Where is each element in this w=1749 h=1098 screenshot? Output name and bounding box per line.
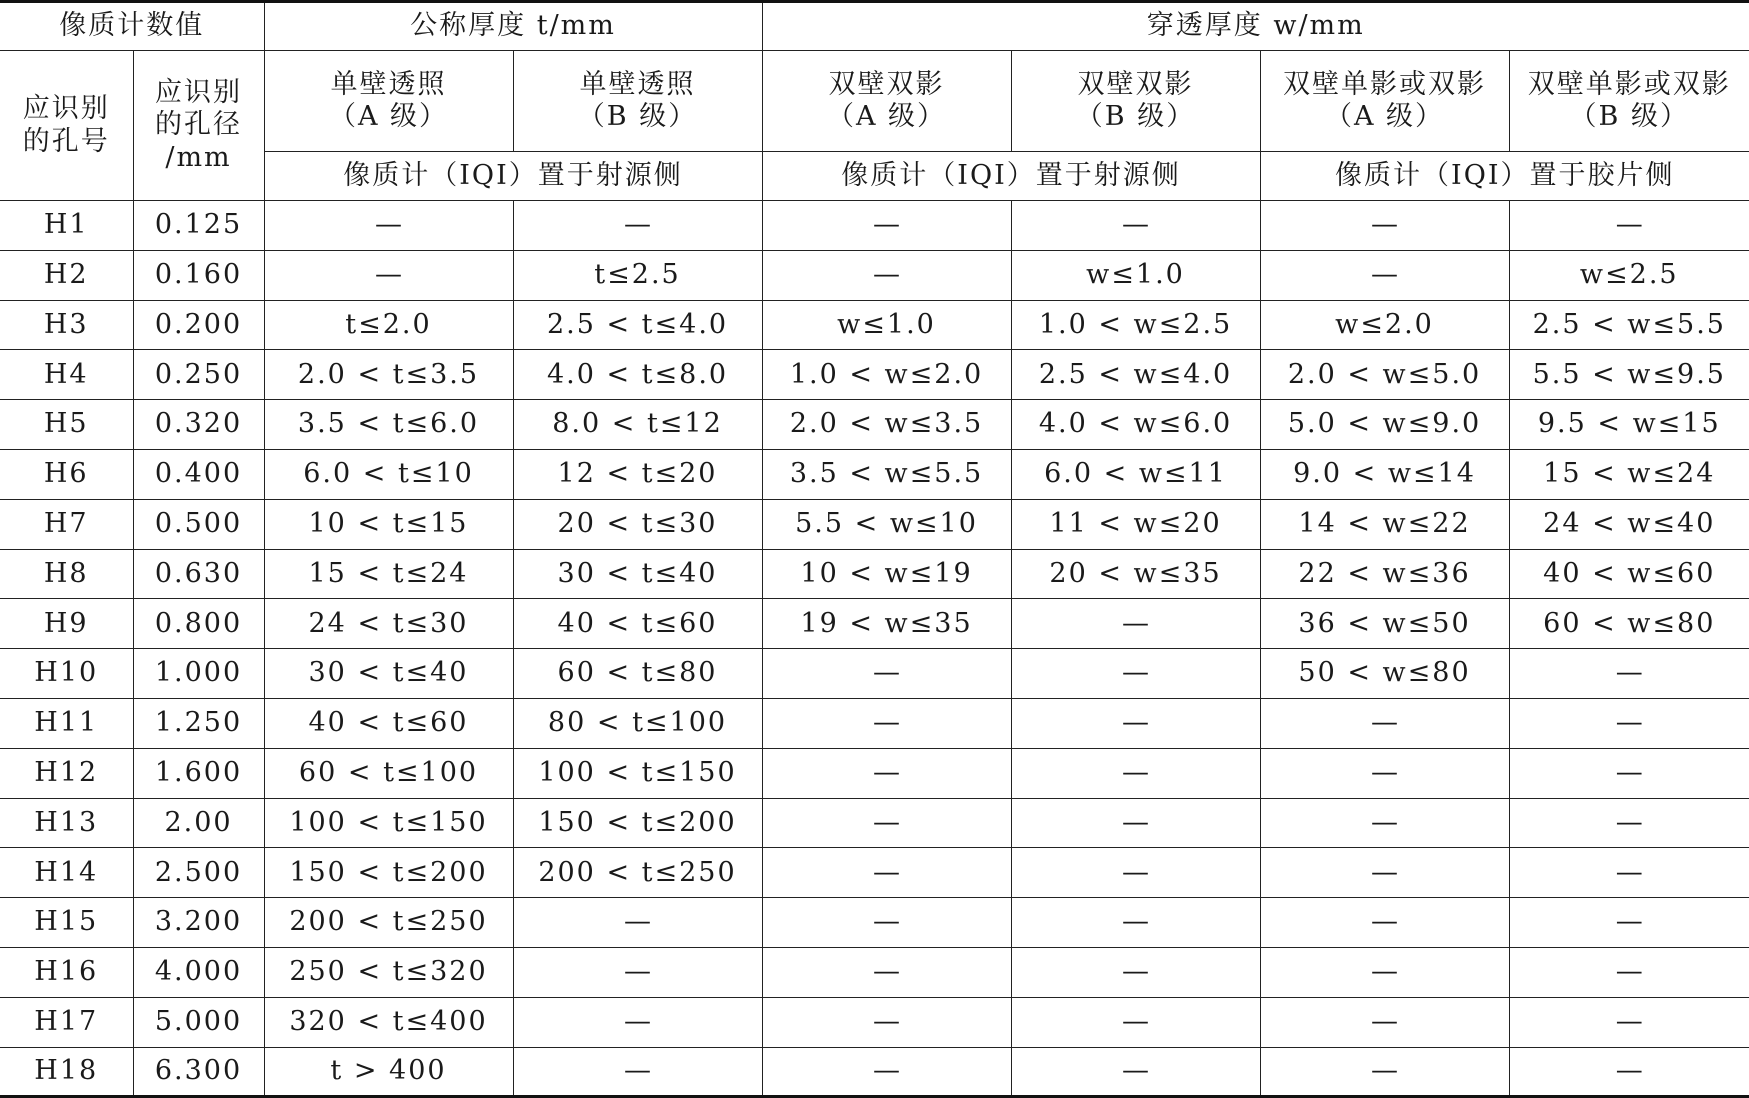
table-row [0,201,1749,251]
double-wall-single-or-double-image-b-cell: — [1509,947,1749,997]
double-wall-double-image-a-cell: 3.5 < w≤5.5 [762,449,1011,499]
double-wall-double-image-b-cell: — [1011,599,1260,649]
double-wall-single-or-double-image-b-cell: 40 < w≤60 [1509,549,1749,599]
single-wall-b-cell: 40 < t≤60 [513,599,762,649]
hole-diameter-header-line: 应识别 [155,76,242,108]
double-wall-single-or-double-image-a-cell: — [1260,947,1509,997]
double-wall-single-or-double-image-a-cell: — [1260,698,1509,748]
double-wall-double-image-b-cell: 6.0 < w≤11 [1011,449,1260,499]
double-wall-double-image-a-cell: — [762,1047,1011,1097]
double-wall-double-image-b-cell: — [1011,698,1260,748]
technique-header [264,51,513,152]
double-wall-single-or-double-image-b-cell: 60 < w≤80 [1509,599,1749,649]
double-wall-double-image-a-cell: 19 < w≤35 [762,599,1011,649]
hole-number-cell: H1 [0,201,133,251]
hole-diameter-cell: 0.250 [133,350,264,400]
double-wall-single-or-double-image-b-cell: 2.5 < w≤5.5 [1509,300,1749,350]
double-wall-double-image-a-cell: w≤1.0 [762,300,1011,350]
double-wall-double-image-a-cell: — [762,997,1011,1047]
hole-number-cell: H13 [0,798,133,848]
hole-diameter-cell: 0.800 [133,599,264,649]
table-row [0,947,1749,997]
hole-number-cell: H17 [0,997,133,1047]
technique-name: 双壁双影 [828,68,945,100]
double-wall-double-image-a-cell: — [762,898,1011,948]
single-wall-b-cell: — [513,201,762,251]
technique-header [1011,51,1260,152]
double-wall-single-or-double-image-a-cell: — [1260,898,1509,948]
hole-diameter-cell: 6.300 [133,1047,264,1097]
single-wall-a-cell: 30 < t≤40 [264,649,513,699]
double-wall-double-image-b-cell: — [1011,997,1260,1047]
single-wall-b-cell: 12 < t≤20 [513,449,762,499]
single-wall-b-cell: 80 < t≤100 [513,698,762,748]
hole-diameter-cell: 0.125 [133,201,264,251]
single-wall-b-cell: 20 < t≤30 [513,499,762,549]
double-wall-single-or-double-image-b-cell: — [1509,848,1749,898]
double-wall-double-image-a-cell: — [762,201,1011,251]
double-wall-double-image-b-cell: 2.5 < w≤4.0 [1011,350,1260,400]
hole-number-cell: H2 [0,250,133,300]
hole-diameter-cell: 0.500 [133,499,264,549]
double-wall-double-image-a-cell: 10 < w≤19 [762,549,1011,599]
table-row [0,599,1749,649]
table-row [0,499,1749,549]
technique-name: 双壁单影或双影 [1283,68,1487,100]
double-wall-single-or-double-image-b-cell: — [1509,748,1749,798]
single-wall-a-cell: 10 < t≤15 [264,499,513,549]
hole-number-cell: H12 [0,748,133,798]
double-wall-single-or-double-image-b-cell: — [1509,1047,1749,1097]
double-wall-double-image-b-cell: — [1011,898,1260,948]
double-wall-double-image-b-cell: — [1011,848,1260,898]
double-wall-single-or-double-image-a-cell: 14 < w≤22 [1260,499,1509,549]
single-wall-a-cell: 250 < t≤320 [264,947,513,997]
double-wall-single-or-double-image-b-cell: — [1509,798,1749,848]
single-wall-a-cell: 3.5 < t≤6.0 [264,400,513,450]
technique-grade: （B 级） [1075,101,1196,132]
technique-header [1260,51,1509,152]
hole-diameter-cell: 0.160 [133,250,264,300]
hole-number-cell: H16 [0,947,133,997]
single-wall-a-cell: t > 400 [264,1047,513,1097]
hole-diameter-cell: 0.200 [133,300,264,350]
single-wall-b-cell: t≤2.5 [513,250,762,300]
hole-diameter-cell: 3.200 [133,898,264,948]
table-row [0,649,1749,699]
hole-number-cell: H6 [0,449,133,499]
hole-diameter-header-line: /mm [165,141,232,173]
double-wall-single-or-double-image-a-cell: 5.0 < w≤9.0 [1260,400,1509,450]
double-wall-single-or-double-image-b-cell: 24 < w≤40 [1509,499,1749,549]
single-wall-a-cell: 60 < t≤100 [264,748,513,798]
double-wall-double-image-a-cell: — [762,250,1011,300]
technique-name: 双壁单影或双影 [1527,68,1731,100]
hole-diameter-header-line: 的孔径 [155,109,242,141]
double-wall-double-image-b-cell: 20 < w≤35 [1011,549,1260,599]
iqi-placement-header: 像质计（IQI）置于射源侧 [762,152,1260,201]
single-wall-b-cell: 8.0 < t≤12 [513,400,762,450]
single-wall-a-cell: 40 < t≤60 [264,698,513,748]
technique-header [762,51,1011,152]
double-wall-single-or-double-image-a-cell: 22 < w≤36 [1260,549,1509,599]
single-wall-b-cell: 30 < t≤40 [513,549,762,599]
hole-diameter-cell: 1.250 [133,698,264,748]
double-wall-double-image-b-cell: 1.0 < w≤2.5 [1011,300,1260,350]
single-wall-a-cell: 15 < t≤24 [264,549,513,599]
hole-number-cell: H3 [0,300,133,350]
single-wall-a-cell: — [264,201,513,251]
double-wall-double-image-a-cell: 2.0 < w≤3.5 [762,400,1011,450]
double-wall-single-or-double-image-b-cell: — [1509,698,1749,748]
table-row [0,300,1749,350]
double-wall-single-or-double-image-a-cell: — [1260,748,1509,798]
hole-number-cell: H10 [0,649,133,699]
double-wall-single-or-double-image-a-cell: 9.0 < w≤14 [1260,449,1509,499]
hole-number-header-line: 应识别 [22,93,110,125]
hole-diameter-cell: 2.500 [133,848,264,898]
single-wall-a-cell: 24 < t≤30 [264,599,513,649]
hole-number-cell: H18 [0,1047,133,1097]
single-wall-b-cell: 60 < t≤80 [513,649,762,699]
hole-diameter-cell: 0.630 [133,549,264,599]
table-row [0,1047,1749,1097]
double-wall-double-image-a-cell: 5.5 < w≤10 [762,499,1011,549]
technique-name: 单壁透照 [579,68,696,100]
double-wall-double-image-b-cell: — [1011,1047,1260,1097]
table-row [0,748,1749,798]
single-wall-b-cell: 100 < t≤150 [513,748,762,798]
iqi-placement-header: 像质计（IQI）置于胶片侧 [1260,152,1749,201]
hole-diameter-cell: 1.000 [133,649,264,699]
single-wall-b-cell: — [513,997,762,1047]
table-row [0,549,1749,599]
single-wall-b-cell: — [513,898,762,948]
technique-name: 双壁双影 [1077,68,1194,100]
single-wall-b-cell: — [513,947,762,997]
double-wall-single-or-double-image-b-cell: 15 < w≤24 [1509,449,1749,499]
hole-number-cell: H4 [0,350,133,400]
single-wall-a-cell: 2.0 < t≤3.5 [264,350,513,400]
hole-number-header [0,51,133,201]
double-wall-single-or-double-image-a-cell: w≤2.0 [1260,300,1509,350]
hole-number-cell: H15 [0,898,133,948]
technique-grade: （B 级） [1569,101,1689,132]
hole-diameter-cell: 0.400 [133,449,264,499]
double-wall-single-or-double-image-b-cell: — [1509,898,1749,948]
technique-header [513,51,762,152]
table-row [0,798,1749,848]
single-wall-a-cell: 6.0 < t≤10 [264,449,513,499]
double-wall-double-image-a-cell: — [762,947,1011,997]
double-wall-double-image-a-cell: — [762,748,1011,798]
penetrated-thickness-header: 穿透厚度 w/mm [762,2,1749,51]
double-wall-double-image-b-cell: w≤1.0 [1011,250,1260,300]
technique-grade: （B 级） [577,101,698,132]
iqi-values-header: 像质计数值 [0,2,264,51]
double-wall-single-or-double-image-b-cell: 5.5 < w≤9.5 [1509,350,1749,400]
double-wall-single-or-double-image-b-cell: 9.5 < w≤15 [1509,400,1749,450]
hole-diameter-header [133,51,264,201]
double-wall-double-image-b-cell: — [1011,947,1260,997]
table-row [0,848,1749,898]
double-wall-single-or-double-image-b-cell: — [1509,649,1749,699]
double-wall-single-or-double-image-a-cell: — [1260,1047,1509,1097]
hole-number-cell: H7 [0,499,133,549]
double-wall-double-image-a-cell: — [762,649,1011,699]
hole-diameter-cell: 2.00 [133,798,264,848]
table-row [0,898,1749,948]
hole-number-cell: H5 [0,400,133,450]
table-row [0,449,1749,499]
double-wall-double-image-a-cell: — [762,848,1011,898]
hole-diameter-cell: 5.000 [133,997,264,1047]
table-row [0,350,1749,400]
double-wall-double-image-b-cell: — [1011,748,1260,798]
technique-grade: （A 级） [328,101,449,132]
double-wall-single-or-double-image-b-cell: — [1509,201,1749,251]
single-wall-a-cell: 320 < t≤400 [264,997,513,1047]
single-wall-b-cell: 150 < t≤200 [513,798,762,848]
hole-number-header-line: 的孔号 [22,125,110,157]
table-row [0,997,1749,1047]
single-wall-a-cell: 150 < t≤200 [264,848,513,898]
table-row [0,400,1749,450]
hole-number-cell: H8 [0,549,133,599]
hole-diameter-cell: 1.600 [133,748,264,798]
double-wall-double-image-a-cell: 1.0 < w≤2.0 [762,350,1011,400]
iqi-placement-header: 像质计（IQI）置于射源侧 [264,152,762,201]
hole-diameter-cell: 4.000 [133,947,264,997]
double-wall-double-image-b-cell: — [1011,201,1260,251]
double-wall-single-or-double-image-a-cell: 2.0 < w≤5.0 [1260,350,1509,400]
single-wall-a-cell: t≤2.0 [264,300,513,350]
single-wall-b-cell: 2.5 < t≤4.0 [513,300,762,350]
technique-grade: （A 级） [1324,101,1445,132]
single-wall-a-cell: 100 < t≤150 [264,798,513,848]
double-wall-double-image-b-cell: 11 < w≤20 [1011,499,1260,549]
double-wall-double-image-b-cell: — [1011,798,1260,848]
table-row [0,698,1749,748]
double-wall-single-or-double-image-a-cell: — [1260,201,1509,251]
double-wall-single-or-double-image-a-cell: — [1260,798,1509,848]
double-wall-single-or-double-image-a-cell: — [1260,848,1509,898]
double-wall-single-or-double-image-b-cell: w≤2.5 [1509,250,1749,300]
double-wall-single-or-double-image-a-cell: 50 < w≤80 [1260,649,1509,699]
single-wall-b-cell: 200 < t≤250 [513,848,762,898]
single-wall-a-cell: — [264,250,513,300]
double-wall-double-image-a-cell: — [762,698,1011,748]
double-wall-single-or-double-image-a-cell: — [1260,250,1509,300]
double-wall-double-image-b-cell: — [1011,649,1260,699]
double-wall-double-image-b-cell: 4.0 < w≤6.0 [1011,400,1260,450]
technique-name: 单壁透照 [330,68,447,100]
nominal-thickness-header: 公称厚度 t/mm [264,2,762,51]
double-wall-single-or-double-image-a-cell: — [1260,997,1509,1047]
hole-diameter-cell: 0.320 [133,400,264,450]
hole-number-cell: H9 [0,599,133,649]
double-wall-single-or-double-image-b-cell: — [1509,997,1749,1047]
double-wall-double-image-a-cell: — [762,798,1011,848]
hole-number-cell: H14 [0,848,133,898]
single-wall-a-cell: 200 < t≤250 [264,898,513,948]
double-wall-single-or-double-image-a-cell: 36 < w≤50 [1260,599,1509,649]
table-row [0,250,1749,300]
technique-header [1509,51,1749,152]
single-wall-b-cell: 4.0 < t≤8.0 [513,350,762,400]
single-wall-b-cell: — [513,1047,762,1097]
technique-grade: （A 级） [826,101,947,132]
hole-number-cell: H11 [0,698,133,748]
